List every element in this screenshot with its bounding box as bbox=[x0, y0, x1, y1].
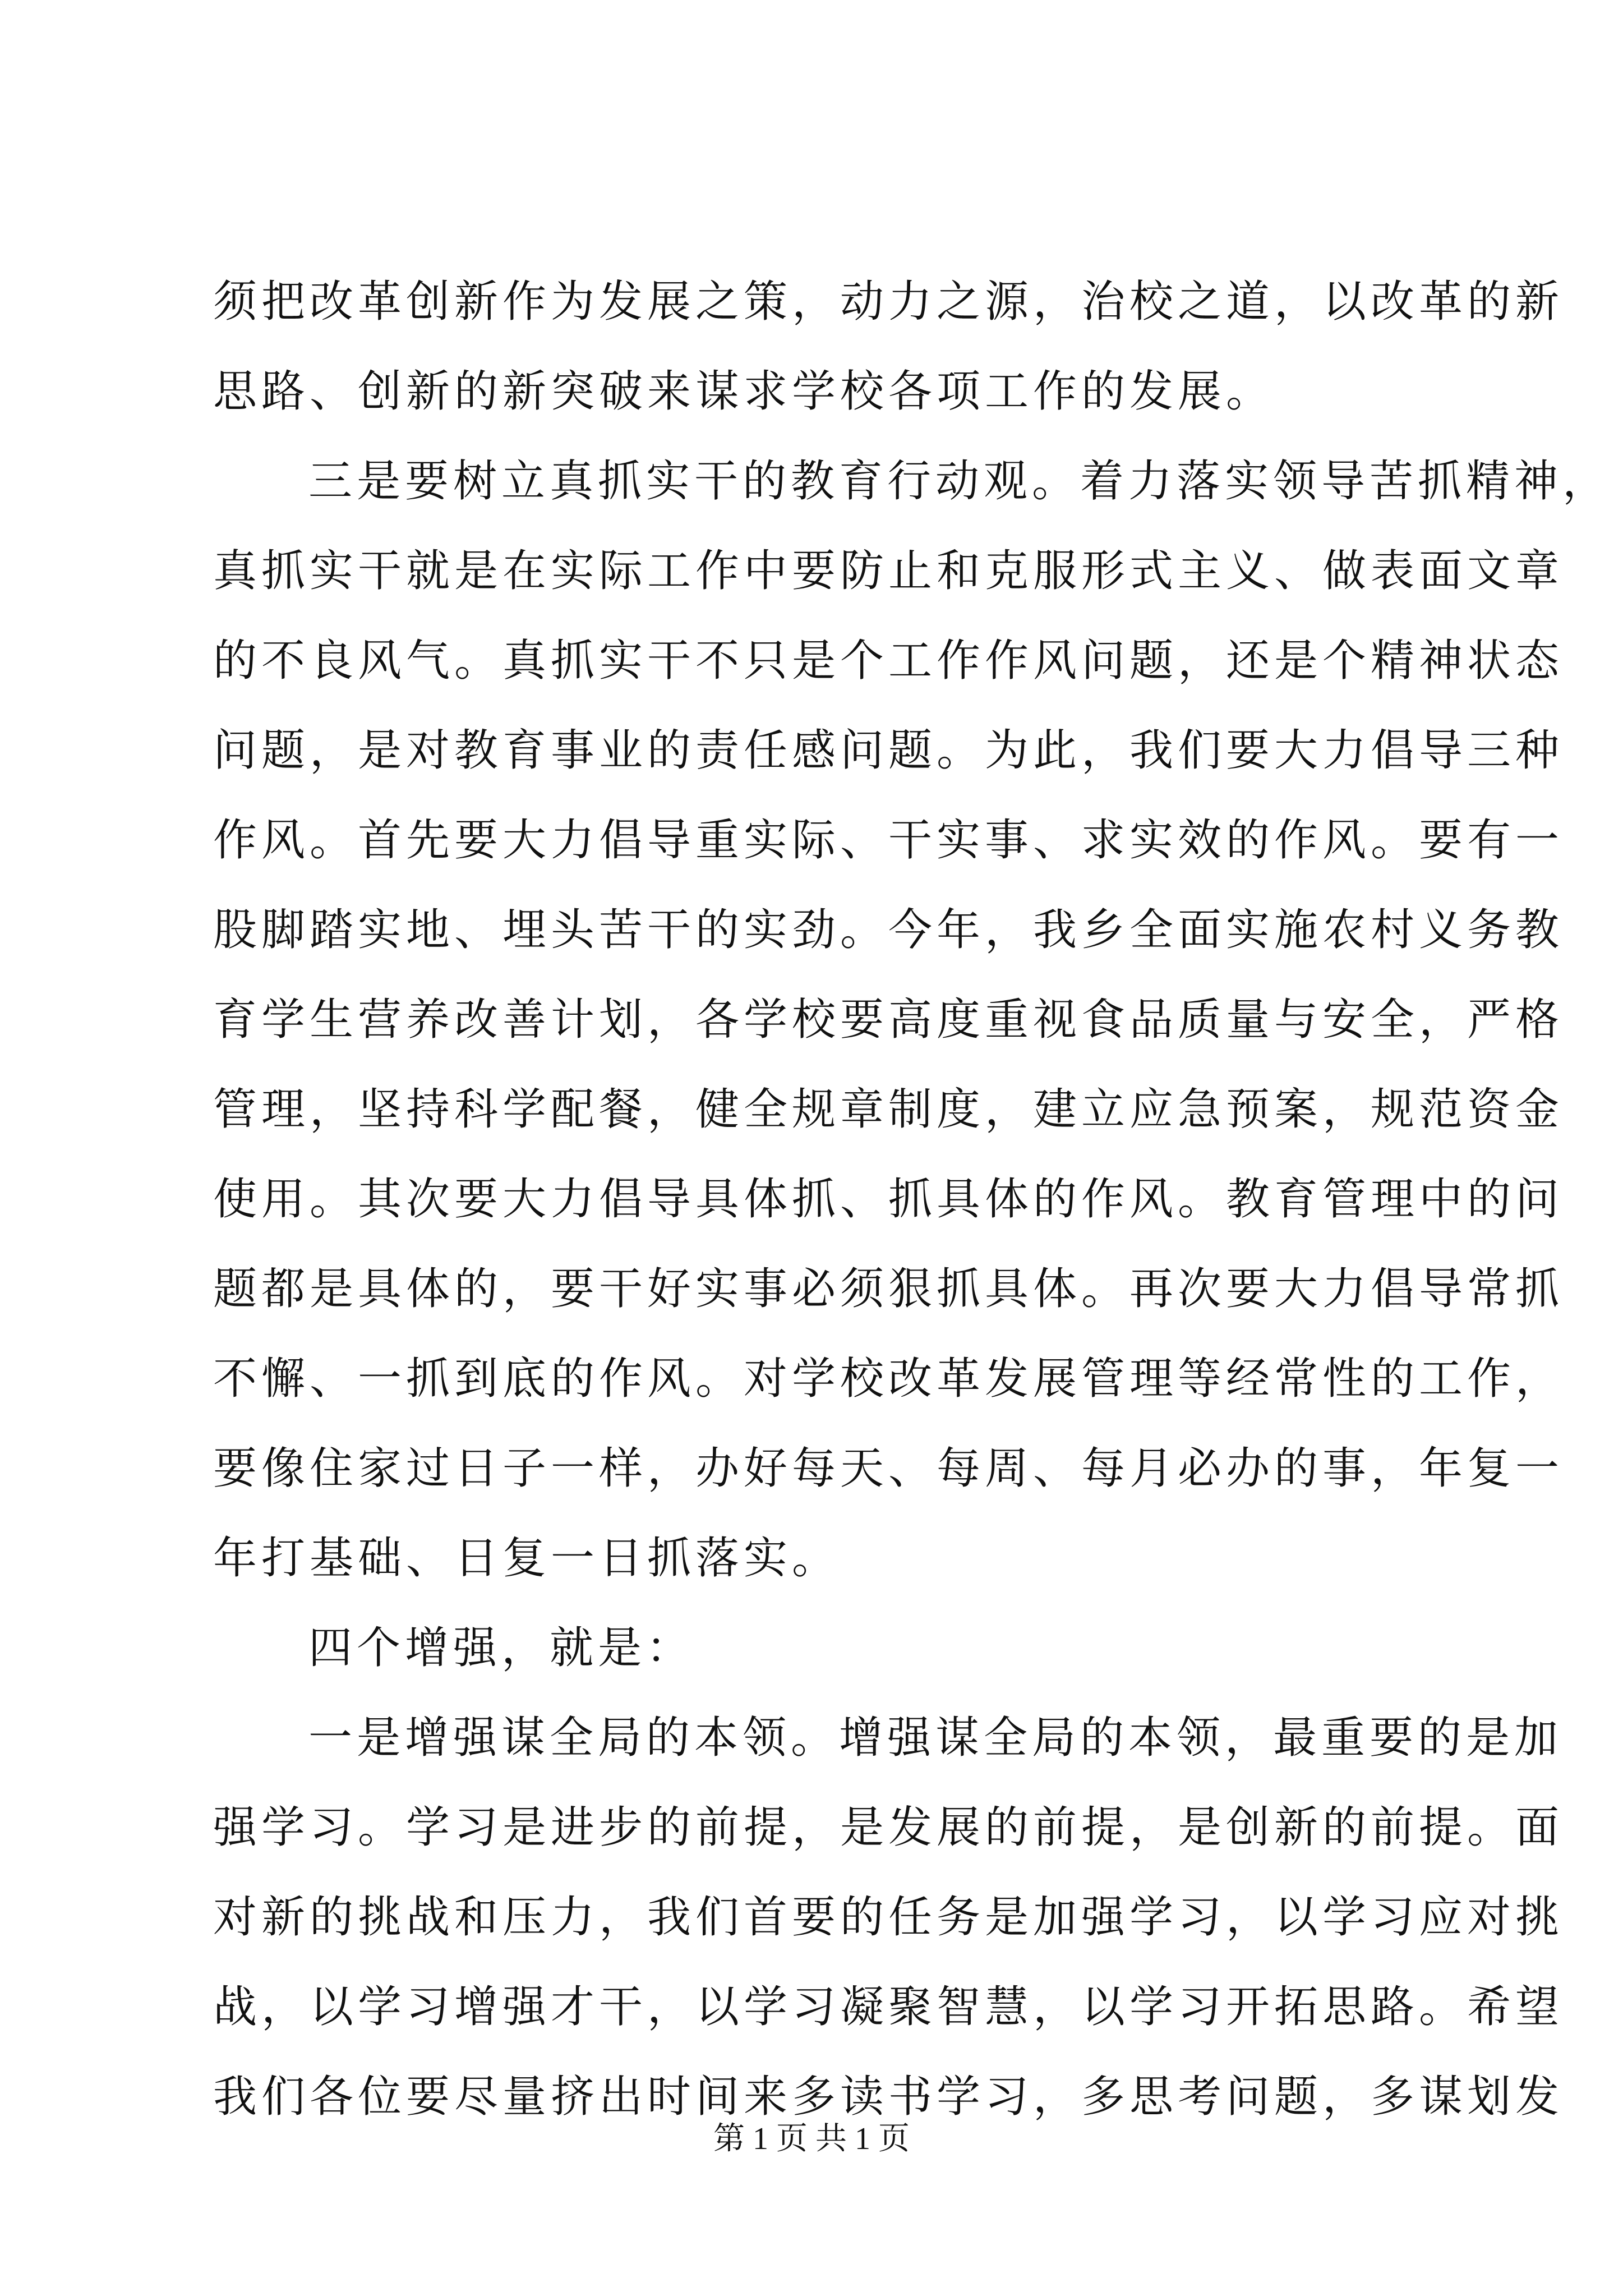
text-line: 须把改革创新作为发展之策，动力之源，治校之道，以改革的新 bbox=[213, 277, 1564, 327]
text-line: 育学生营养改善计划，各学校要高度重视食品质量与安全，严格 bbox=[213, 995, 1564, 1045]
text-line: 使用。其次要大力倡导具体抓、抓具体的作风。教育管理中的问 bbox=[213, 1174, 1564, 1225]
text-line: 不懈、一抓到底的作风。对学校改革发展管理等经常性的工作， bbox=[213, 1354, 1564, 1404]
text-line: 思路、创新的新突破来谋求学校各项工作的发展。 bbox=[213, 366, 1275, 417]
text-line: 对新的挑战和压力，我们首要的任务是加强学习，以学习应对挑 bbox=[213, 1892, 1564, 1943]
document-body bbox=[213, 257, 1611, 2142]
paragraph-start-line: 一是增强谋全局的本领。增强谋全局的本领，最重要的是加 bbox=[308, 1713, 1563, 1763]
text-line: 年打基础、日复一日抓落实。 bbox=[213, 1533, 841, 1584]
text-line: 问题，是对教育事业的责任感问题。为此，我们要大力倡导三种 bbox=[213, 725, 1564, 776]
text-line: 作风。首先要大力倡导重实际、干实事、求实效的作风。要有一 bbox=[213, 815, 1564, 866]
paragraph-start-line: 三是要树立真抓实干的教育行动观。着力落实领导苦抓精神， bbox=[308, 456, 1611, 507]
text-line: 强学习。学习是进步的前提，是发展的前提，是创新的前提。面 bbox=[213, 1802, 1564, 1853]
text-line: 我们各位要尽量挤出时间来多读书学习，多思考问题，多谋划发 bbox=[213, 2072, 1564, 2122]
text-line: 股脚踏实地、埋头苦干的实劲。今年，我乡全面实施农村义务教 bbox=[213, 905, 1564, 955]
text-line: 战，以学习增强才干，以学习凝聚智慧，以学习开拓思路。希望 bbox=[213, 1982, 1564, 2032]
text-line: 管理，坚持科学配餐，健全规章制度，建立应急预案，规范资金 bbox=[213, 1084, 1564, 1135]
text-line: 真抓实干就是在实际工作中要防止和克服形式主义、做表面文章 bbox=[213, 546, 1564, 596]
text-line: 题都是具体的，要干好实事必须狠抓具体。再次要大力倡导常抓 bbox=[213, 1264, 1564, 1314]
page-number-footer: 第 1 页 共 1 页 bbox=[713, 2122, 910, 2156]
text-line: 的不良风气。真抓实干不只是个工作作风问题，还是个精神状态 bbox=[213, 636, 1564, 686]
text-line: 要像住家过日子一样，办好每天、每周、每月必办的事，年复一 bbox=[213, 1443, 1564, 1494]
paragraph-start-line: 四个增强，就是： bbox=[308, 1623, 695, 1673]
